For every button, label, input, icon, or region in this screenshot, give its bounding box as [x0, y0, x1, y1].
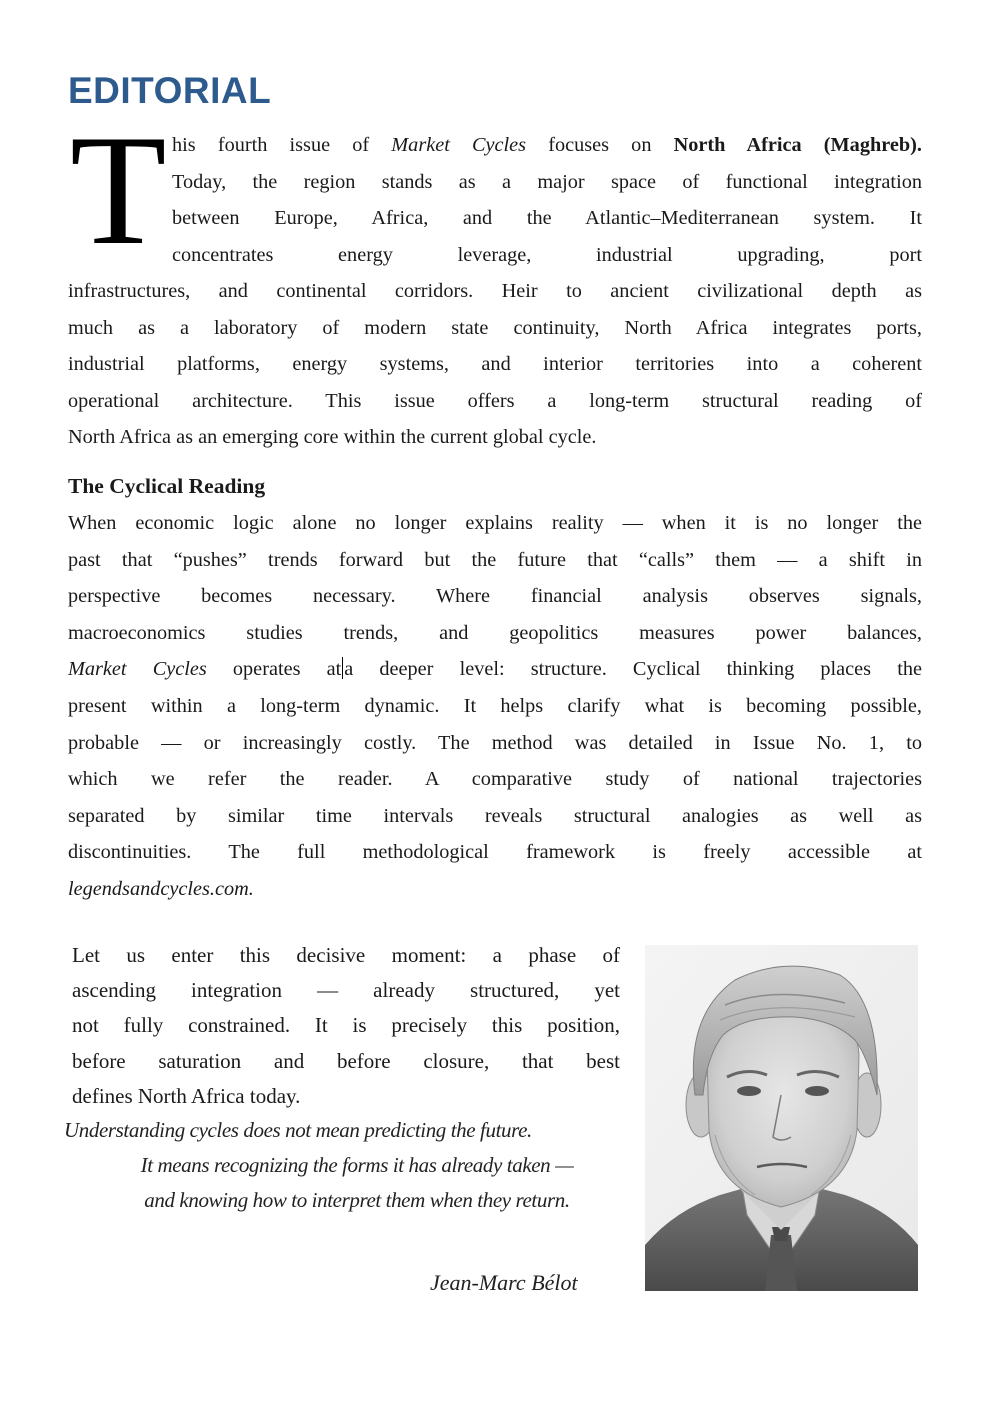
text-line [172, 200, 922, 237]
text-segment: concentrates energy leverage, industrial upgrading, port [172, 243, 922, 266]
text-segment: separated by similar time intervals reveals structural analogies as well as [68, 804, 922, 827]
text-segment: past that “pushes” trends forward but the future that “calls” them — a shift in [68, 548, 922, 571]
quote-line: Understanding cycles does not mean predicting the future. [64, 1118, 532, 1142]
page-heading: EDITORIAL [68, 70, 272, 111]
text-segment: present within a long-term dynamic. It helps clarify what is becoming possible, [68, 694, 922, 717]
text-line: ascending integration — already structured, yet [72, 978, 620, 1003]
drop-cap: T [70, 103, 167, 278]
author-signature: Jean-Marc Bélot [430, 1270, 578, 1295]
text-segment: a deeper level: structure. Cyclical thinking places the [344, 658, 922, 681]
text-segment: macroeconomics studies trends, and geopolitics measures power balances, [68, 621, 922, 644]
text-line [68, 578, 922, 615]
text-segment: his fourth issue of [172, 134, 392, 156]
text-segment: operates at [206, 658, 342, 681]
text-segment: When economic logic alone no longer explains reality — when it is no longer the [68, 512, 922, 534]
quote-line: It means recognizing the forms it has already taken — [140, 1153, 574, 1177]
text-line [68, 725, 922, 762]
italic-text: Market Cycles [68, 658, 207, 681]
author-portrait [645, 945, 918, 1291]
text-line [68, 688, 922, 725]
italic-text: legendsandcycles.com. [68, 877, 254, 900]
text-line: operational architecture. This issue offers a long-term structural reading of [68, 389, 922, 412]
text-line: industrial platforms, energy systems, and interior territories into a coherent [68, 353, 922, 376]
text-line [68, 871, 922, 908]
intro-lines-beside-dropcap [172, 127, 922, 273]
text-line: defines North Africa today. [72, 1083, 301, 1108]
text-segment: discontinuities. The full methodological framework is freely accessible at [68, 841, 922, 864]
text-segment: between Europe, Africa, and the Atlantic–Mediterranean system. It [172, 207, 922, 230]
pull-quote [62, 1113, 652, 1218]
italic-text: Market Cycles [391, 134, 527, 156]
text-segment: which we refer the reader. A comparative study of national trajectories [68, 768, 922, 791]
text-line [68, 798, 922, 835]
text-segment: Today, the region stands as a major space of functional integration [172, 170, 922, 193]
text-segment: perspective becomes necessary. Where financial analysis observes signals, [68, 585, 922, 608]
text-line: infrastructures, and continental corridors. Heir to ancient civilizational depth as [68, 280, 922, 302]
text-line [68, 834, 922, 871]
section-title: The Cyclical Reading [68, 474, 266, 498]
portrait-sketch-icon [645, 945, 918, 1291]
text-segment: probable — or increasingly costly. The method was detailed in Issue No. 1, to [68, 731, 922, 754]
intro-paragraph [68, 273, 922, 456]
quote-line: and knowing how to interpret them when they return. [144, 1188, 570, 1212]
text-line: before saturation and before closure, that best [72, 1048, 620, 1073]
text-line [172, 164, 922, 201]
text-line: North Africa as an emerging core within the current global cycle. [68, 426, 597, 449]
text-line [172, 237, 922, 274]
bold-text: North Africa (Maghreb). [673, 134, 922, 156]
closing-paragraph [72, 938, 620, 1114]
text-line [68, 651, 922, 688]
text-line: Let us enter this decisive moment: a phase of [72, 943, 620, 967]
text-line [68, 615, 922, 652]
text-line: not fully constrained. It is precisely this position, [72, 1013, 620, 1038]
text-line: much as a laboratory of modern state continuity, North Africa integrates ports, [68, 316, 922, 339]
text-line [172, 127, 922, 164]
text-line [68, 505, 922, 542]
text-line [68, 761, 922, 798]
cyclical-reading-paragraph[interactable] [68, 505, 922, 908]
text-line [68, 542, 922, 579]
text-segment: focuses on [526, 134, 674, 156]
